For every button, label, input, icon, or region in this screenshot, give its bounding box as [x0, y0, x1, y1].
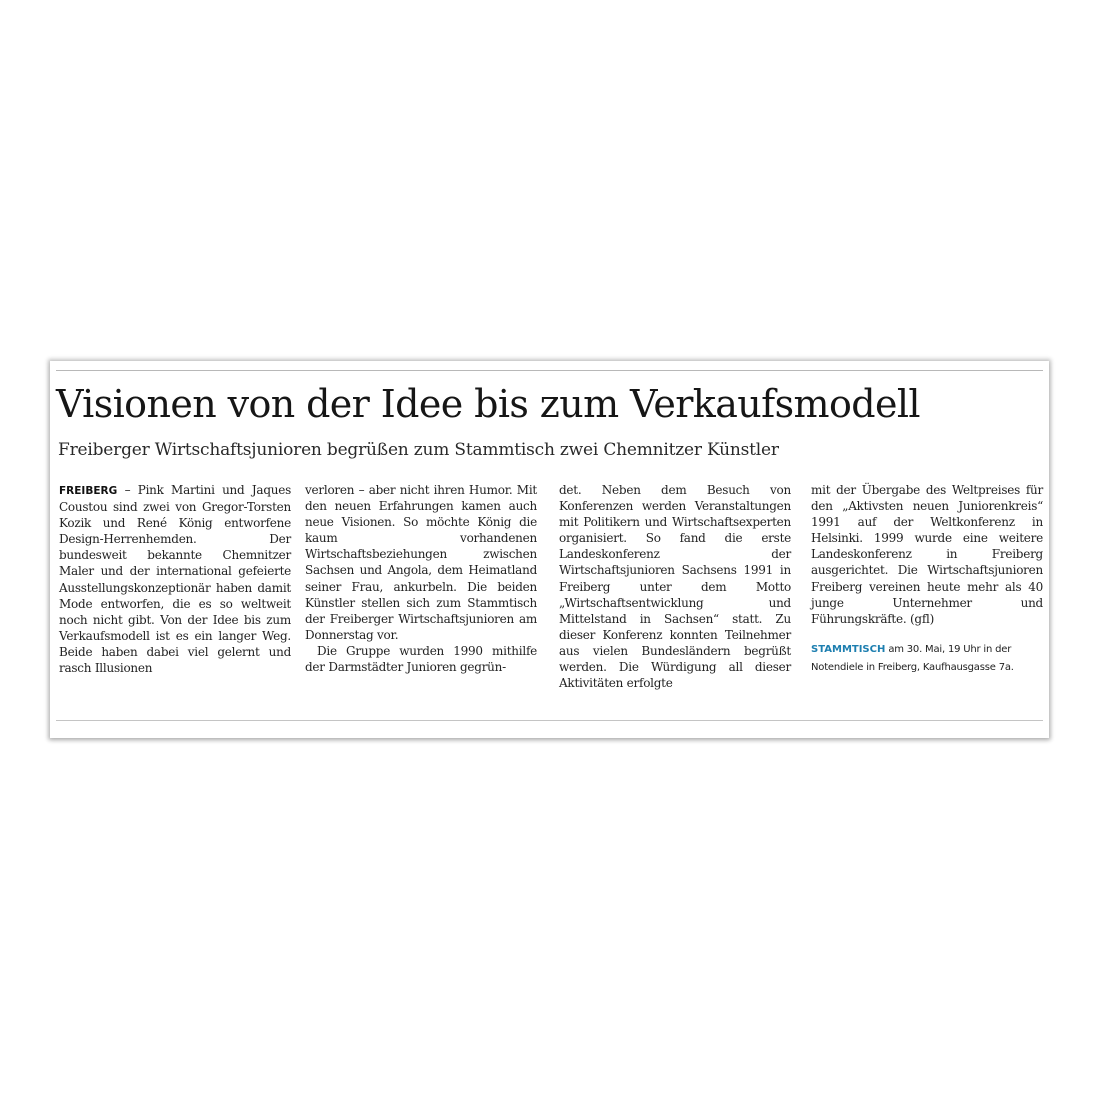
- column-2-paragraph-2: Die Gruppe wurden 1990 mithilfe der Darmstädter Junioren gegrün-: [305, 643, 537, 675]
- dateline: FREIBERG: [59, 485, 118, 497]
- article-column-3: [559, 482, 791, 691]
- column-2-paragraph-1: verloren – aber nicht ihren Humor. Mit den neuen Erfahrungen kamen auch neue Visionen. So möchte König die kaum vorhandenen Wirtschaftsbeziehungen zwischen Sachsen und Angola, dem Heimatland seiner Frau, ankurbeln. Die beiden Künstler stellen sich zum Stammtisch der Freiberger Wirtschaftsjunioren am Donnerstag vor.: [305, 483, 537, 642]
- event-info: [811, 641, 1043, 677]
- article-column-4: [811, 482, 1043, 677]
- column-1-text: – Pink Martini und Jaques Coustou sind zwei von Gregor-Torsten Kozik und René König entworfene Design-Herrenhemden. Der bundesweit bekannte Chemnitzer Maler und der international gefeierte Ausstellungskonzeptionär haben damit Mode entworfen, die es so weltweit noch nicht gibt. Von der Idee bis zum Verkaufsmodell ist es ein langer Weg. Beide haben dabei viel gelernt und rasch Illusionen: [59, 483, 291, 676]
- bottom-rule: [56, 720, 1043, 721]
- top-rule: [56, 370, 1043, 371]
- article-column-2: [305, 482, 537, 675]
- article-column-1: [59, 482, 291, 676]
- article-headline: Visionen von der Idee bis zum Verkaufsmodell: [56, 382, 920, 426]
- event-info-text: am 30. Mai, 19 Uhr in der Notendiele in Freiberg, Kaufhausgasse 7a.: [811, 643, 1014, 673]
- article-subheadline: Freiberger Wirtschaftsjunioren begrüßen zum Stammtisch zwei Chemnitzer Künstler: [58, 440, 779, 460]
- newspaper-clipping: [50, 361, 1049, 738]
- column-3-text: det. Neben dem Besuch von Konferenzen werden Veranstaltungen mit Politikern und Wirtschaftsexperten organisiert. So fand die erste Landeskonferenz der Wirtschaftsjunioren Sachsens 1991 in Freiberg unter dem Motto „Wirtschaftsentwicklung und Mittelstand in Sachsen“ statt. Zu dieser Konferenz konnten Teilnehmer aus vielen Bundesländern begrüßt werden. Die Würdigung all dieser Aktivitäten erfolgte: [559, 483, 791, 691]
- event-info-label: STAMMTISCH: [811, 643, 886, 655]
- column-4-text: mit der Übergabe des Weltpreises für den „Aktivsten neuen Juniorenkreis“ 1991 auf der Weltkonferenz in Helsinki. 1999 wurde eine weitere Landeskonferenz in Freiberg ausgerichtet. Die Wirtschaftsjunioren Freiberg vereinen heute mehr als 40 junge Unternehmer und Führungskräfte. (gfl): [811, 483, 1043, 626]
